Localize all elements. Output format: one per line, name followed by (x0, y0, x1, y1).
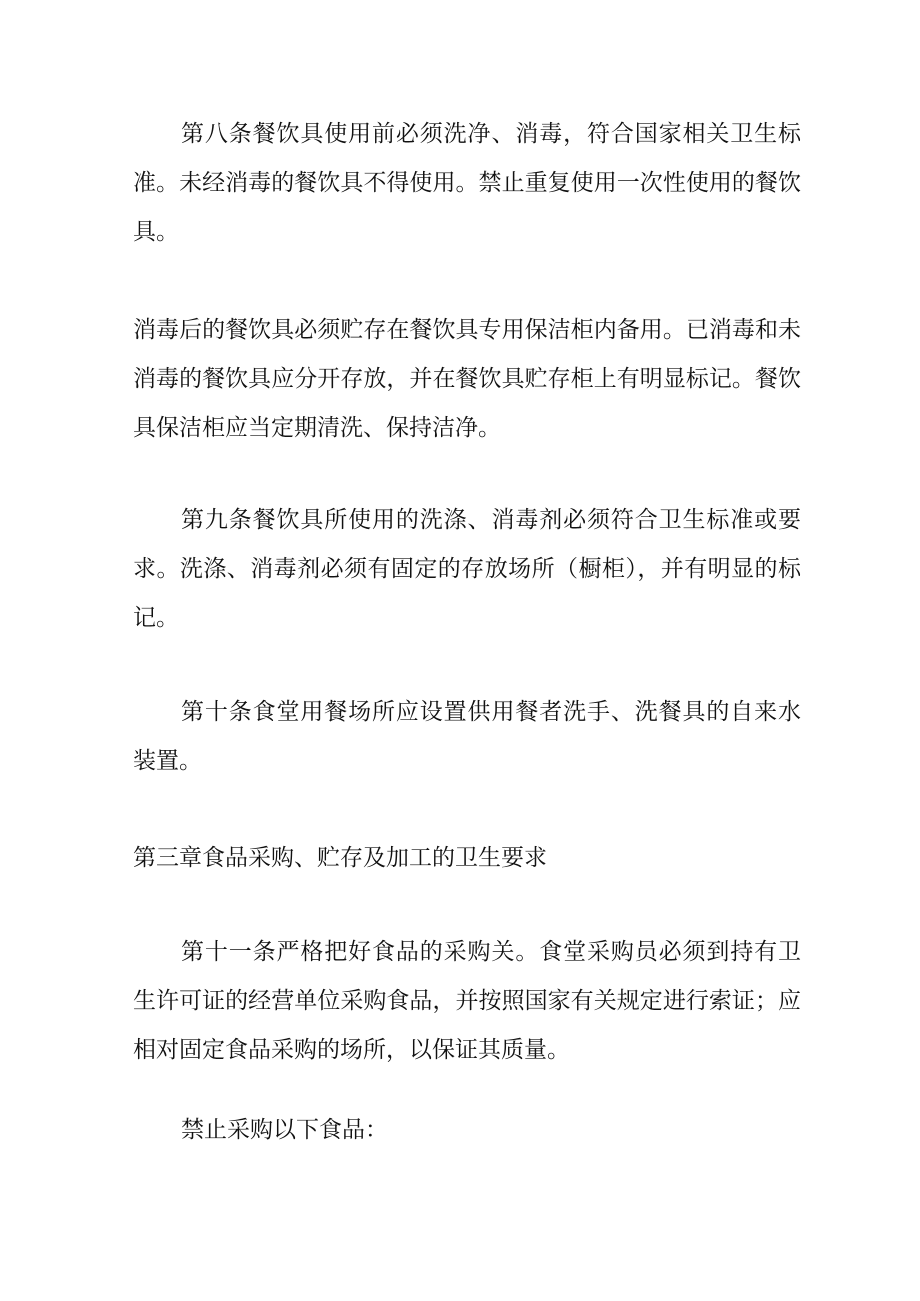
disinfected-storage-paragraph: 消毒后的餐饮具必须贮存在餐饮具专用保洁柜内备用。已消毒和未消毒的餐饮具应分开存放，并在餐饮具贮存柜上有明显标记。餐饮具保洁柜应当定期清洗、保持洁净。 (133, 317, 801, 441)
article-10-paragraph: 第十条食堂用餐场所应设置供用餐者洗手、洗餐具的自来水装置。 (133, 699, 801, 774)
article-11-paragraph: 第十一条严格把好食品的采购关。食堂采购员必须到持有卫生许可证的经营单位采购食品，并按照国家有关规定进行索证；应相对固定食品采购的场所，以保证其质量。 (133, 939, 801, 1063)
chapter-3-heading: 第三章食品采购、贮存及加工的卫生要求 (133, 845, 547, 871)
article-8-paragraph: 第八条餐饮具使用前必须洗净、消毒，符合国家相关卫生标准。未经消毒的餐饮具不得使用。禁止重复使用一次性使用的餐饮具。 (133, 121, 801, 245)
article-9-paragraph: 第九条餐饮具所使用的洗涤、消毒剂必须符合卫生标准或要求。洗涤、消毒剂必须有固定的存放场所（橱柜），并有明显的标记。 (133, 507, 801, 631)
prohibited-foods-intro: 禁止采购以下食品： (181, 1117, 388, 1143)
